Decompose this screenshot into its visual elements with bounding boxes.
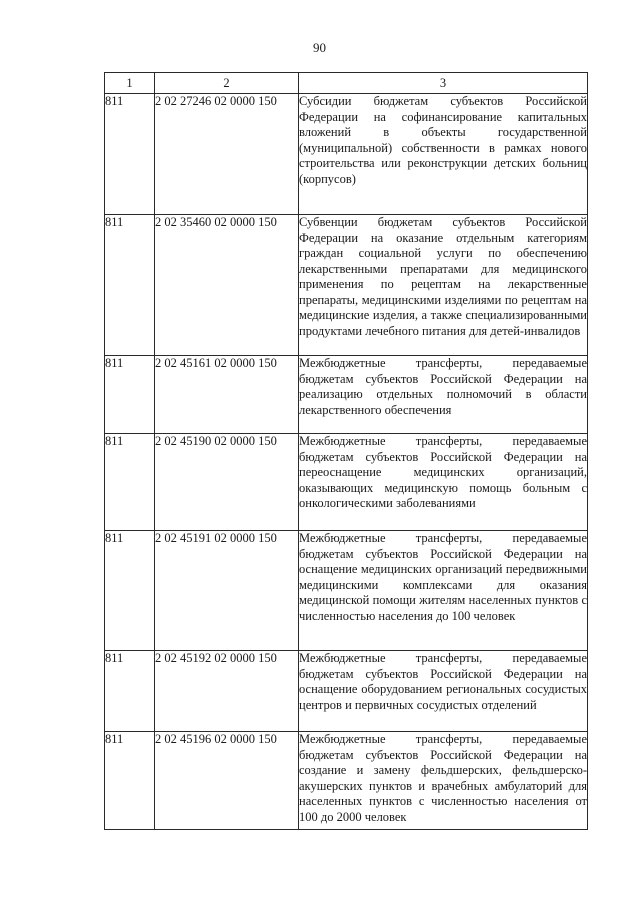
table-row [105, 215, 588, 356]
column-header-3: 3 [299, 73, 588, 94]
description-cell: Межбюджетные трансферты, передаваемые бюджетам субъектов Российской Федерации на переоснащение медицинских организаций, оказывающих медицинскую помощь больным с онкологическими заболеваниями [299, 434, 588, 531]
admin-code-cell: 811 [105, 94, 155, 215]
page-number: 90 [313, 40, 326, 55]
table-header-row [105, 73, 588, 94]
admin-code-cell: 811 [105, 215, 155, 356]
budget-code-cell: 2 02 35460 02 0000 150 [155, 215, 299, 356]
table-row [105, 94, 588, 215]
column-header-2: 2 [155, 73, 299, 94]
admin-code-cell: 811 [105, 531, 155, 651]
description-cell: Межбюджетные трансферты, передаваемые бюджетам субъектов Российской Федерации на оснащение медицинских организаций передвижными медицинскими комплексами для оказания медицинской помощи жителям населенных пунктов с численностью населения до 100 человек [299, 531, 588, 651]
description-cell: Субсидии бюджетам субъектов Российской Федерации на софинансирование капитальных вложений в объекты государственной (муниципальной) собственности в рамках нового строительства или реконструкции детских больниц (корпусов) [299, 94, 588, 215]
table-row [105, 356, 588, 434]
budget-classification-table [104, 72, 588, 830]
column-header-1: 1 [105, 73, 155, 94]
admin-code-cell: 811 [105, 356, 155, 434]
budget-code-cell: 2 02 45191 02 0000 150 [155, 531, 299, 651]
admin-code-cell: 811 [105, 732, 155, 830]
budget-code-cell: 2 02 45196 02 0000 150 [155, 732, 299, 830]
admin-code-cell: 811 [105, 651, 155, 732]
table-row [105, 732, 588, 830]
description-cell: Межбюджетные трансферты, передаваемые бюджетам субъектов Российской Федерации на оснащение оборудованием региональных сосудистых центров и первичных сосудистых отделений [299, 651, 588, 732]
budget-code-cell: 2 02 45190 02 0000 150 [155, 434, 299, 531]
table-row [105, 651, 588, 732]
description-cell: Межбюджетные трансферты, передаваемые бюджетам субъектов Российской Федерации на реализацию отдельных полномочий в области лекарственного обеспечения [299, 356, 588, 434]
table-row [105, 531, 588, 651]
admin-code-cell: 811 [105, 434, 155, 531]
description-cell: Межбюджетные трансферты, передаваемые бюджетам субъектов Российской Федерации на создание и замену фельдшерских, фельдшерско-акушерских пунктов и врачебных амбулаторий для населенных пунктов с численностью населения от 100 до 2000 человек [299, 732, 588, 830]
budget-code-cell: 2 02 27246 02 0000 150 [155, 94, 299, 215]
budget-code-cell: 2 02 45161 02 0000 150 [155, 356, 299, 434]
table-row [105, 434, 588, 531]
budget-code-cell: 2 02 45192 02 0000 150 [155, 651, 299, 732]
description-cell: Субвенции бюджетам субъектов Российской Федерации на оказание отдельным категориям граждан социальной услуги по обеспечению лекарственными препаратами для медицинского применения по рецептам на лекарственные препараты, медицинскими изделиями по рецептам на медицинские изделия, а также специализированными продуктами лечебного питания для детей-инвалидов [299, 215, 588, 356]
